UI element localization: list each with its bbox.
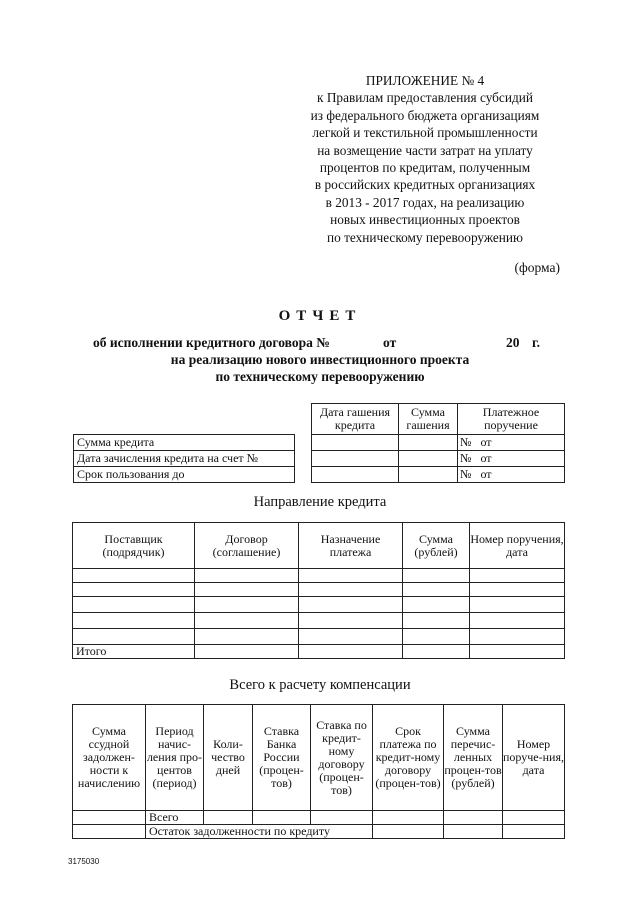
no-label: №	[460, 467, 472, 481]
report-year-suffix: г.	[532, 335, 540, 350]
report-from-label: от	[383, 335, 397, 350]
credit-cell	[399, 467, 458, 483]
direction-cell	[470, 583, 565, 597]
compensation-header: Сумма ссудной задолжен-ности к начислению	[73, 705, 146, 811]
direction-cell	[299, 629, 403, 645]
credit-cell	[312, 467, 399, 483]
form-label: (форма)	[514, 260, 560, 275]
credit-cell	[312, 435, 399, 451]
from-label: от	[480, 467, 492, 481]
direction-cell	[73, 629, 195, 645]
compensation-header: Номер поруче-ния, дата	[503, 705, 565, 811]
direction-header: Договор (соглашение)	[195, 523, 299, 569]
direction-total-label: Итого	[73, 645, 195, 659]
credit-cell	[399, 435, 458, 451]
report-subtitle: на реализацию нового инвестиционного проекта	[170, 352, 470, 367]
direction-cell	[73, 569, 195, 583]
payment-order-cell	[458, 467, 565, 483]
direction-cell	[403, 629, 470, 645]
credit-cell	[399, 451, 458, 467]
compensation-total-label: Всего	[146, 811, 204, 825]
direction-cell	[195, 569, 299, 583]
report-subtitle-2: по техническому перевооружению	[215, 369, 425, 384]
compensation-cell	[73, 825, 146, 839]
direction-header: Сумма (рублей)	[403, 523, 470, 569]
direction-cell	[299, 597, 403, 613]
direction-cell	[470, 597, 565, 613]
direction-cell	[299, 569, 403, 583]
direction-header: Номер поручения, дата	[470, 523, 565, 569]
compensation-cell	[444, 825, 503, 839]
compensation-cell	[373, 825, 444, 839]
credit-row-label: Сумма кредита	[74, 435, 295, 451]
direction-cell	[403, 569, 470, 583]
compensation-remaining-label: Остаток задолженности по кредиту	[146, 825, 373, 839]
appendix-line: по техническому перевооружению	[327, 229, 523, 245]
direction-cell	[299, 613, 403, 629]
compensation-cell	[503, 811, 565, 825]
appendix-line: легкой и текстильной промышленности	[312, 125, 538, 141]
direction-cell	[195, 613, 299, 629]
appendix-line: в российских кредитных организациях	[314, 177, 536, 193]
credit-labels-table	[73, 434, 295, 483]
appendix-line: к Правилам предоставления субсидий	[317, 90, 533, 106]
no-label: №	[460, 435, 472, 449]
direction-title: Направление кредита	[253, 494, 387, 510]
compensation-header: Период начис-ления про-центов (период)	[146, 705, 204, 811]
compensation-header: Ставка по кредит-ному договору (процен-тов)	[311, 705, 373, 811]
appendix-line: из федерального бюджета организациям	[310, 107, 540, 123]
direction-cell	[195, 583, 299, 597]
payment-order-cell	[458, 435, 565, 451]
direction-cell	[403, 583, 470, 597]
appendix-line: в 2013 - 2017 годах, на реализацию	[325, 194, 525, 210]
compensation-header: Коли-чество дней	[204, 705, 253, 811]
direction-cell	[73, 583, 195, 597]
report-year-label: 20	[506, 335, 520, 350]
from-label: от	[480, 451, 492, 465]
compensation-cell	[311, 811, 373, 825]
credit-row-label: Дата зачисления кредита на счет №	[74, 451, 295, 467]
report-contract-line: об исполнении кредитного договора №	[93, 335, 330, 350]
credit-row-label: Срок пользования до	[74, 467, 295, 483]
compensation-cell	[503, 825, 565, 839]
from-label: от	[480, 435, 492, 449]
direction-cell	[195, 597, 299, 613]
direction-header: Назначение платежа	[299, 523, 403, 569]
direction-cell	[299, 645, 403, 659]
direction-cell	[470, 613, 565, 629]
credit-cell	[312, 451, 399, 467]
appendix-line: ПРИЛОЖЕНИЕ № 4	[365, 73, 485, 88]
compensation-header: Сумма перечис-ленных процен-тов (рублей)	[444, 705, 503, 811]
compensation-cell	[253, 811, 311, 825]
compensation-title: Всего к расчету компенсации	[229, 677, 411, 693]
appendix-line: на возмещение части затрат на уплату	[317, 142, 533, 158]
compensation-cell	[73, 811, 146, 825]
report-title: ОТЧЕТ	[278, 308, 362, 324]
direction-table	[72, 522, 565, 659]
direction-cell	[403, 645, 470, 659]
direction-cell	[195, 629, 299, 645]
direction-cell	[403, 597, 470, 613]
compensation-cell	[373, 811, 444, 825]
direction-cell	[73, 613, 195, 629]
compensation-cell	[204, 811, 253, 825]
direction-cell	[403, 613, 470, 629]
compensation-cell	[444, 811, 503, 825]
appendix-line: процентов по кредитам, полученным	[319, 160, 531, 176]
form-code: 3175030	[68, 857, 100, 866]
direction-cell	[470, 569, 565, 583]
direction-cell	[470, 645, 565, 659]
compensation-header: Ставка Банка России (процен-тов)	[253, 705, 311, 811]
payment-order-cell	[458, 451, 565, 467]
credit-header-sum: Сумма гашения	[399, 404, 458, 435]
direction-cell	[195, 645, 299, 659]
direction-cell	[470, 629, 565, 645]
appendix-line: новых инвестиционных проектов	[330, 212, 520, 228]
direction-cell	[73, 597, 195, 613]
direction-cell	[299, 583, 403, 597]
credit-header-date: Дата гашения кредита	[312, 404, 399, 435]
appendix-header	[270, 72, 580, 246]
no-label: №	[460, 451, 472, 465]
compensation-table	[72, 704, 565, 839]
credit-header-order: Платежное поручение	[458, 404, 565, 435]
credit-table	[311, 403, 565, 483]
compensation-header: Срок платежа по кредит-ному договору (процен-тов)	[373, 705, 444, 811]
direction-header: Поставщик (подрядчик)	[73, 523, 195, 569]
